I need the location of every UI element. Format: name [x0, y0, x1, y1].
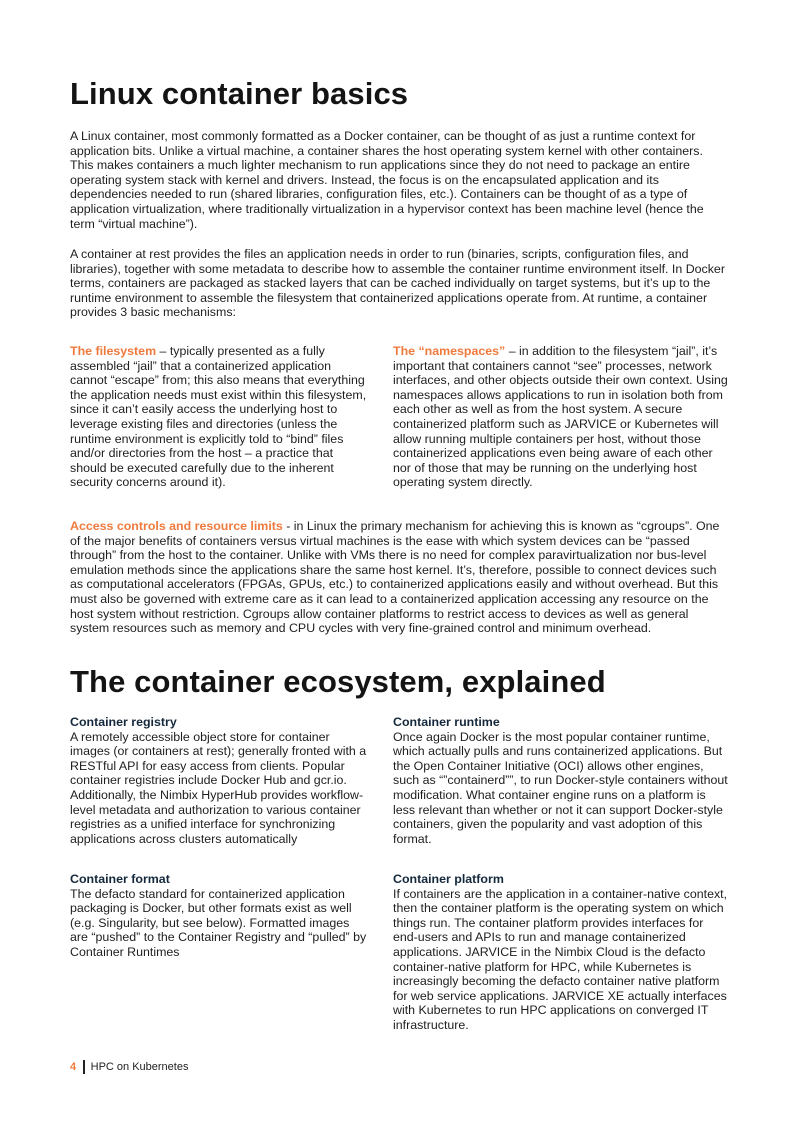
filesystem-text: – typically presented as a fully assembled “jail” that a containerized application cannot “escape” from; this also means that everything the application needs must exist within this filesystem, since it can’t easily access the underlying host to leverage existing files and directories (unless the runtime environment is explicitly told to “bind” files and/or directories from the host – a practice that should be executed carefully due to the inherent security concerns around it). — [70, 344, 367, 490]
registry-text: A remotely accessible object store for container images (or containers at rest); generally fronted with a RESTful API for easy access from clients. Popular container registries include Docker Hub and gcr.io. Additionally, the Nimbix HyperHub provides workflow-level metadata and authorization to various container registries as a unified interface for synchronizing applications across clusters automatically — [70, 729, 367, 846]
footer-divider — [83, 1060, 85, 1074]
namespaces-paragraph — [393, 344, 731, 490]
page-footer — [70, 1060, 188, 1074]
platform-heading: Container platform — [393, 872, 504, 886]
access-controls-text: - in Linux the primary mechanism for achieving this is known as “cgroups”. One of the major benefits of containers versus virtual machines is the ease with which system devices can be “passed through” from the host to the container. Unlike with VMs there is no need for complex paravirtualization nor bus-level emulation methods since the applications share the same host kernel. It’s, therefore, possible to connect devices such as computational accelerators (FPGAs, GPUs, etc.) to containerized applications easily and without overhead. But this must also be governed with extreme care as it can lead to a containerized application accessing any resource on the host system without restriction. Cgroups allow container platforms to restrict access to devices as well as general system resources such as memory and CPU cycles with very fine-grained control and minimum overhead. — [70, 519, 720, 636]
format-text: The defacto standard for containerized application packaging is Docker, but other formats exist as well (e.g. Singularity, but see below). Formatted images are “pushed” to the Container Registry and “pulled” by Container Runtimes — [70, 886, 367, 959]
access-controls-label: Access controls and resource limits — [70, 519, 283, 533]
platform-block — [393, 872, 731, 1033]
namespaces-column — [393, 344, 731, 490]
access-controls-paragraph — [70, 519, 728, 636]
format-heading: Container format — [70, 872, 170, 886]
section-title-linux-basics: Linux container basics — [70, 76, 409, 111]
namespaces-label: The “namespaces” — [393, 344, 506, 358]
platform-text: If containers are the application in a container-native context, then the container platform is the operating system on which things run. The container platform provides interfaces for end-users and APIs to run and manage containerized applications. JARVICE in the Nimbix Cloud is the defacto container-native platform for HPC, while Kubernetes is increasingly becoming the defacto container native platform for web service applications. JARVICE XE actually interfaces with Kubernetes to run HPC applications on converged IT infrastructure. — [393, 886, 728, 1032]
footer-title: HPC on Kubernetes — [90, 1061, 189, 1073]
registry-heading: Container registry — [70, 715, 177, 729]
format-block — [70, 872, 370, 960]
runtime-heading: Container runtime — [393, 715, 500, 729]
runtime-text: Once again Docker is the most popular container runtime, which actually pulls and runs containerized applications. But the Open Container Initiative (OCI) allows other engines, such as “”containerd””, to run Docker-style containers without modification. What container engine runs on a platform is less relevant than whether or not it can support Docker-style containers, given the popularity and vast adoption of this format. — [393, 729, 728, 846]
section-title-ecosystem: The container ecosystem, explained — [70, 664, 606, 699]
filesystem-label: The filesystem — [70, 344, 157, 358]
intro-paragraph: A Linux container, most commonly formatted as a Docker container, can be thought of as just a runtime context for application bits. Unlike a virtual machine, a container shares the host operating system kernel with other containers. This makes containers a much lighter mechanism to run applications since they do not need to package an entire operating system stack with kernel and drivers. Instead, the focus is on the encapsulated application and its dependencies needed to run (shared libraries, configuration files, etc.). Containers can be thought of as a type of application virtualization, where traditionally virtualization in a hypervisor context has been machine level (hence the term “virtual machine”). — [70, 129, 704, 231]
runtime-block — [393, 715, 731, 846]
at-rest-paragraph: A container at rest provides the files an application needs in order to run (binaries, scripts, configuration files, and libraries), together with some metadata to describe how to assemble the container runtime environment itself. In Docker terms, containers are packaged as stacked layers that can be cached individually on target systems, but it’s up to the runtime environment to assemble the filesystem that containerized applications operate from. At runtime, a container provides 3 basic mechanisms: — [70, 247, 725, 320]
filesystem-column — [70, 344, 370, 490]
filesystem-paragraph — [70, 344, 370, 490]
registry-block — [70, 715, 370, 846]
page-number: 4 — [70, 1061, 77, 1073]
namespaces-text: – in addition to the filesystem “jail”, it’s important that containers cannot “see” processes, network interfaces, and other objects outside their own context. Using namespaces allows applications to run in isolation both from each other as well as from the host system. A secure containerized platform such as JARVICE or Kubernetes will allow running multiple containers per host, without those containerized applications even being aware of each other nor of those that may be running on the underlying host operating system directly. — [393, 344, 728, 490]
